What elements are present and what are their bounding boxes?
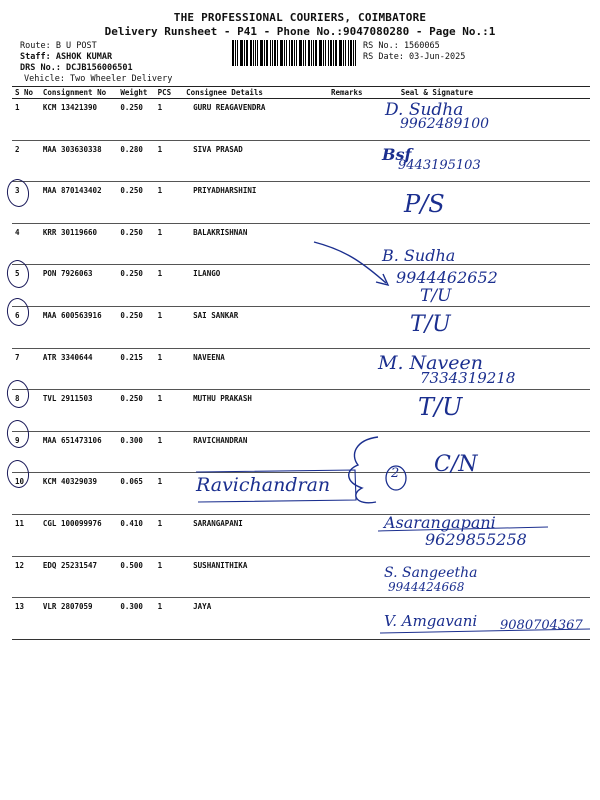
col-sno: S No <box>12 87 40 99</box>
row-sno: 6 <box>12 306 40 348</box>
remark-9-10: C/N <box>434 452 478 477</box>
row-weight: 0.300 <box>117 598 154 640</box>
barcode-bar <box>343 40 344 66</box>
row-sno: 13 <box>12 598 40 640</box>
row-sno: 10 <box>12 473 40 515</box>
barcode-bar <box>335 40 337 66</box>
row-consignee: SAI SANKAR <box>183 306 328 348</box>
barcode-bar <box>353 40 354 66</box>
row-weight: 0.300 <box>117 431 154 473</box>
barcode-bar <box>274 40 276 66</box>
row-consignment: MAA 303630338 <box>40 140 117 182</box>
phone-11: 9629855258 <box>425 530 527 549</box>
row-weight: 0.215 <box>117 348 154 390</box>
row-sno: 8 <box>12 390 40 432</box>
rs-date: RS Date: 03-Jun-2025 <box>363 52 466 62</box>
col-consignment: Consignment No <box>40 87 117 99</box>
delivery-table <box>12 86 590 640</box>
row-weight: 0.280 <box>117 140 154 182</box>
signature-11: Asarangapani <box>384 513 496 532</box>
row-signature <box>373 390 590 432</box>
barcode-bar <box>255 40 256 66</box>
remark-8: T/U <box>418 393 463 421</box>
barcode-bar <box>350 40 352 66</box>
signature-12: S. Sangeetha <box>384 565 478 581</box>
barcode-bar <box>289 40 291 66</box>
runsheet-subtitle: Delivery Runsheet - P41 - Phone No.:9047080280 - Page No.:1 <box>104 25 496 38</box>
row-consignee: SUSHANITHIKA <box>183 556 328 598</box>
table-row <box>12 390 590 432</box>
row-sno: 2 <box>12 140 40 182</box>
barcode-bar <box>325 40 326 66</box>
remark-5: T/U <box>420 286 452 306</box>
row-sno: 9 <box>12 431 40 473</box>
row-pcs: 1 <box>155 182 184 224</box>
col-weight: Weight <box>117 87 154 99</box>
row-consignee: GURU REAGAVENDRA <box>183 99 328 141</box>
row-remarks <box>328 514 373 556</box>
barcode-bar <box>232 40 234 66</box>
row-consignment: TVL 2911503 <box>40 390 117 432</box>
barcode-bar <box>280 40 283 66</box>
handwritten-name-10: Ravichandran <box>196 474 331 496</box>
barcode-bar <box>294 40 295 66</box>
row-pcs: 1 <box>155 223 184 265</box>
barcode-bar <box>315 40 317 66</box>
row-weight: 0.250 <box>117 306 154 348</box>
staff-line <box>20 52 112 62</box>
barcode-bar <box>305 40 306 66</box>
row-weight: 0.250 <box>117 223 154 265</box>
signature-13: V. Amgavani <box>384 612 478 630</box>
row-pcs: 1 <box>155 390 184 432</box>
row-consignee: ILANGO <box>183 265 328 307</box>
row-pcs: 1 <box>155 348 184 390</box>
row-weight: 0.250 <box>117 182 154 224</box>
barcode-bar <box>319 40 322 66</box>
row-pcs: 1 <box>155 556 184 598</box>
table-row <box>12 556 590 598</box>
barcode-bar <box>260 40 263 66</box>
col-signature: Seal & Signature <box>373 87 590 99</box>
phone-12: 9944424668 <box>388 580 465 594</box>
vehicle-type: Vehicle: Two Wheeler Delivery <box>24 74 173 84</box>
row-pcs: 1 <box>155 431 184 473</box>
row-remarks <box>328 598 373 640</box>
row-remarks <box>328 431 373 473</box>
row-remarks <box>328 265 373 307</box>
route-label: Route: B U POST <box>20 41 97 51</box>
row-weight: 0.250 <box>117 99 154 141</box>
barcode-bar <box>266 40 268 66</box>
remark-6: T/U <box>410 312 451 337</box>
row-consignment: KRR 30119660 <box>40 223 117 265</box>
row-consignee: RAVICHANDRAN <box>183 431 328 473</box>
barcode-bar <box>286 40 287 66</box>
barcode-bar <box>345 40 346 66</box>
row-remarks <box>328 182 373 224</box>
row-consignment: MAA 651473106 <box>40 431 117 473</box>
barcode-bar <box>244 40 245 66</box>
phone-5: 9944462652 <box>396 268 498 287</box>
barcode-bar <box>333 40 334 66</box>
barcode-bar <box>323 40 324 66</box>
row-pcs: 1 <box>155 265 184 307</box>
barcode-bar <box>355 40 356 66</box>
table-row <box>12 140 590 182</box>
signature-7: M. Naveen <box>378 352 483 374</box>
row-consignment: PON 7926063 <box>40 265 117 307</box>
barcode-bar <box>284 40 285 66</box>
row-sno: 3 <box>12 182 40 224</box>
barcode-bar <box>311 40 312 66</box>
row-pcs: 1 <box>155 473 184 515</box>
phone-2: 9443195103 <box>398 158 481 173</box>
row-consignee: BALAKRISHNAN <box>183 223 328 265</box>
barcode-bar <box>328 40 329 66</box>
row-pcs: 1 <box>155 306 184 348</box>
table-row <box>12 99 590 141</box>
col-remarks: Remarks <box>328 87 373 99</box>
row-remarks <box>328 140 373 182</box>
barcode-bar <box>291 40 293 66</box>
row-remarks <box>328 99 373 141</box>
barcode-bar <box>303 40 304 66</box>
barcode-bar <box>253 40 254 66</box>
row-signature <box>373 306 590 348</box>
row-sno: 5 <box>12 265 40 307</box>
row-sno: 7 <box>12 348 40 390</box>
row-remarks <box>328 306 373 348</box>
staff-name: ASHOK KUMAR <box>55 52 113 62</box>
barcode-bar <box>308 40 310 66</box>
row-remarks <box>328 556 373 598</box>
phone-1: 9962489100 <box>400 116 490 132</box>
row-sno: 4 <box>12 223 40 265</box>
signature-2: Bsf <box>382 145 412 164</box>
table-header-row <box>12 87 590 99</box>
row-weight: 0.065 <box>117 473 154 515</box>
table-row <box>12 431 590 473</box>
row-consignment: VLR 2807059 <box>40 598 117 640</box>
row-sno: 11 <box>12 514 40 556</box>
row-weight: 0.250 <box>117 265 154 307</box>
table-row <box>12 223 590 265</box>
row-weight: 0.250 <box>117 390 154 432</box>
row-consignee: SARANGAPANI <box>183 514 328 556</box>
barcode-bar <box>246 40 248 66</box>
drs-number: DRS No.: DCJB156006501 <box>20 63 133 73</box>
barcode-bar <box>348 40 349 66</box>
row-remarks <box>328 390 373 432</box>
signature-5: B. Sudha <box>382 246 456 265</box>
row-consignee: PRIYADHARSHINI <box>183 182 328 224</box>
row-consignee: MUTHU PRAKASH <box>183 390 328 432</box>
row-remarks <box>328 223 373 265</box>
table-row <box>12 182 590 224</box>
barcode-bar <box>330 40 332 66</box>
row-pcs: 1 <box>155 140 184 182</box>
barcode <box>232 40 358 66</box>
remark-count: 2 <box>391 466 400 481</box>
company-title: THE PROFESSIONAL COURIERS, COIMBATORE <box>173 11 427 24</box>
staff-label: Staff: <box>20 52 51 62</box>
barcode-bar <box>339 40 342 66</box>
row-consignee: SIVA PRASAD <box>183 140 328 182</box>
row-consignment: KCM 13421390 <box>40 99 117 141</box>
barcode-bar <box>257 40 258 66</box>
barcode-bar <box>240 40 243 66</box>
row-consignment: MAA 600563916 <box>40 306 117 348</box>
table-row <box>12 265 590 307</box>
barcode-bar <box>250 40 252 66</box>
row-consignment: MAA 870143402 <box>40 182 117 224</box>
barcode-bar <box>299 40 302 66</box>
row-remarks <box>328 473 373 515</box>
barcode-bar <box>235 40 236 66</box>
remark-3: P/S <box>404 190 445 218</box>
barcode-bar <box>296 40 297 66</box>
row-consignee: NAVEENA <box>183 348 328 390</box>
row-sno: 12 <box>12 556 40 598</box>
row-weight: 0.500 <box>117 556 154 598</box>
signature-1: D. Sudha <box>385 100 464 120</box>
row-pcs: 1 <box>155 598 184 640</box>
table-row <box>12 306 590 348</box>
row-pcs: 1 <box>155 99 184 141</box>
row-signature <box>373 473 590 515</box>
col-consignee: Consignee Details <box>183 87 328 99</box>
barcode-bar <box>277 40 278 66</box>
phone-7: 7334319218 <box>420 369 516 387</box>
row-pcs: 1 <box>155 514 184 556</box>
row-consignment: ATR 3340644 <box>40 348 117 390</box>
row-consignee: JAYA <box>183 598 328 640</box>
row-consignment: EDQ 25231547 <box>40 556 117 598</box>
barcode-bar <box>270 40 271 66</box>
phone-13: 9080704367 <box>500 618 583 633</box>
barcode-bar <box>272 40 273 66</box>
row-consignment: KCM 40329039 <box>40 473 117 515</box>
row-signature <box>373 431 590 473</box>
barcode-bar <box>264 40 265 66</box>
barcode-bar <box>313 40 314 66</box>
col-pcs: PCS <box>155 87 184 99</box>
rs-number: RS No.: 1560065 <box>363 41 440 51</box>
row-remarks <box>328 348 373 390</box>
row-sno: 1 <box>12 99 40 141</box>
barcode-bar <box>237 40 238 66</box>
row-consignment: CGL 100099976 <box>40 514 117 556</box>
row-weight: 0.410 <box>117 514 154 556</box>
